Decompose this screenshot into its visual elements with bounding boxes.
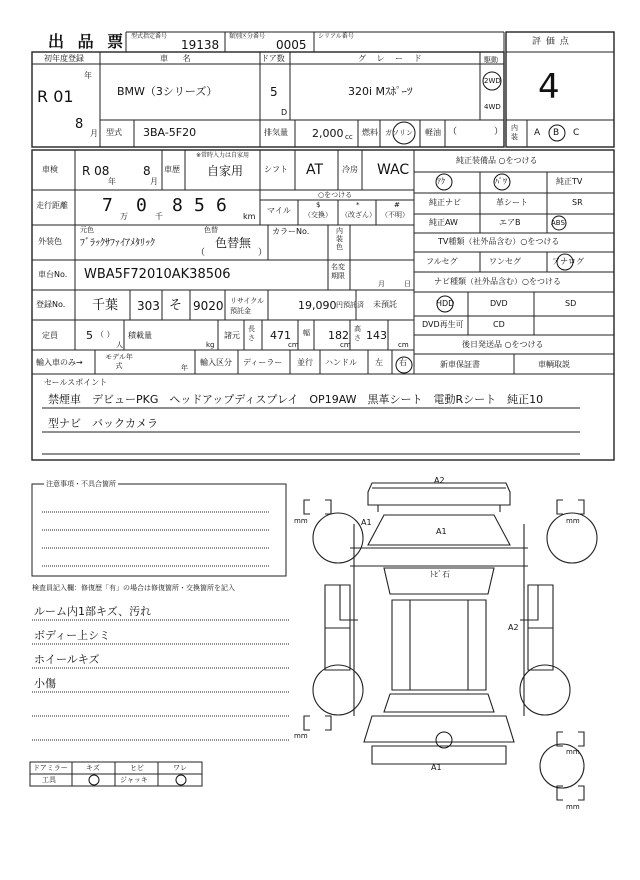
capacity-value: 5 [86,329,93,342]
tamper-b: （改ざん） [341,211,376,219]
color-orig-label: 元色 [80,226,94,234]
plate-class: 303 [137,299,160,313]
mileage-label: 走行距離 [36,201,68,210]
import-kind-label: 輸入区分 [200,358,232,367]
name-change-label: 名変期限 [331,263,345,280]
mileage-digit-1: 7 [102,195,113,216]
mm-label-4: mm [566,748,580,756]
displacement-unit: cc [345,133,353,141]
fuel-other-open: （ [448,127,458,137]
import-dealer: ディーラー [243,358,283,367]
shaken-month: 8 [143,164,151,178]
grade-label: グ レ ー ド [358,54,426,63]
doors-value: 5 [270,85,278,99]
height-value: 143 [366,329,387,342]
interior-color-label: 内装色 [336,227,343,251]
person-unit: 人 [116,341,123,349]
legend-header-4: ワレ [173,764,187,772]
diagram-label-right-door: A2 [508,623,519,632]
legend-tools-label: 工具 [42,776,56,784]
vin-value: WBA5F72010AK38506 [84,267,231,282]
shaken-label: 車検 [42,165,58,174]
notes-label: 注意事項・不具合箇所 [46,480,116,488]
doors-label: ドア数 [261,54,285,63]
equip-item-3: 純正TV [556,177,583,186]
equip-item-9: ABS [551,219,565,227]
navi-item-2: DVD [490,299,508,308]
color-paren-close: ） [258,248,268,258]
drive-4wd: 4WD [484,103,501,111]
unknown-b: （不明） [381,211,409,219]
mm-label-1: mm [294,517,308,525]
doors-suffix: D [281,108,288,117]
car-name: BMW（3シリーズ） [117,85,218,98]
sheet-title: 出 品 票 [48,32,128,51]
width-value: 182 [328,329,349,342]
mileage-digit-4: 5 [194,195,205,216]
exchange-b: （交換） [304,211,332,219]
use-label: 車歴 [164,165,180,174]
interior-b: B [553,128,560,138]
unknown-a: # [394,201,400,209]
navi-item-3: SD [565,299,577,308]
inspector-line-3: ホイールキズ [34,653,100,666]
first-reg-era: R 01 [37,87,74,106]
tamper-a: * [356,201,360,209]
mileage-digit-5: 6 [216,195,227,216]
navi-item-5: CD [493,320,505,329]
color-change: 色替無 [215,236,252,250]
navi-item-4: DVD再生可 [422,320,464,329]
legend-header-3: ヒビ [130,764,144,772]
model-year-unit: 年 [181,364,188,372]
first-reg-year-unit: 年 [84,71,92,80]
use-note: ※常時入力は自家用 [196,152,250,159]
name-change-day: 日 [404,280,411,288]
mile-label: マイル [267,206,291,215]
mileage-man-unit: 万 [120,212,128,221]
sales-point-label: セールスポイント [44,378,108,387]
plate-label: 登録No. [36,300,66,309]
docs-item-1: 新車保証書 [440,360,480,369]
equip-item-1: ｱｸ [437,177,445,186]
class-no: 0005 [276,38,307,52]
mileage-digit-3: 8 [172,195,183,216]
diagram-label-windshield: ﾄﾋﾞ石 [430,570,450,579]
color-change-label: 色替 [204,226,218,234]
length-value: 471 [270,329,291,342]
score-value: 4 [538,67,560,107]
car-name-label: 車 名 [160,54,197,63]
recycle-value: 19,090 [298,299,337,312]
diagram-label-front-bumper: A2 [434,476,445,485]
shaken-month-unit: 月 [150,177,158,186]
interior-a: A [534,128,541,138]
sales-point-line-1: 禁煙車 デビューPKG ヘッドアップディスプレイ OP19AW 黒革シート 電動Rシート 純正10 [48,393,544,406]
class-no-label: 類別区分番号 [229,33,266,40]
equip-label: 純正装備品 ○をつける [456,156,538,165]
name-change-month: 月 [378,280,385,288]
fuel-label: 燃料 [362,128,378,137]
type-value: 3BA-5F20 [143,126,197,139]
legend-header-2: キズ [86,764,100,772]
fuel-diesel: 軽油 [425,128,441,137]
vehicle-diagram [304,483,597,800]
vin-label: 車台No. [38,270,68,279]
load-label: 積載量 [128,331,152,340]
type-label: 型式 [106,128,122,137]
mileage-circle-note: ○をつける [318,191,353,199]
tv-label: TV種類（社外品含む）○をつける [438,237,560,246]
inspector-line-2: ボディー上シミ [34,629,111,642]
mm-label-5: mm [566,803,580,811]
diagram-label-front-left: A1 [361,518,372,527]
mileage-digit-2: 0 [136,195,147,216]
width-label: 幅 [303,329,310,337]
mileage-km-unit: km [243,212,256,221]
tv-item-3: アナログ [552,257,584,266]
equip-item-4: 純正ナビ [429,198,461,207]
equip-item-7: 純正AW [429,218,458,227]
shaken-year-unit: 年 [108,177,116,186]
ac-value: WAC [377,162,410,178]
shaken-era: R 08 [82,164,110,178]
inspector-line-1: ルーム内1部キズ、汚れ [34,605,152,618]
recycle-unit: 円預託済 [336,301,364,309]
capacity-label: 定員 [42,331,58,340]
docs-label: 後日発送品 ○をつける [462,340,544,349]
drive-2wd: 2WD [484,77,501,85]
displacement-label: 排気量 [264,128,288,137]
ac-label: 冷房 [342,165,358,174]
dims-label: 諸元 [224,331,240,340]
interior-c: C [573,128,580,138]
displacement-value: 2,000 [312,127,344,140]
kg-unit: kg [206,341,215,349]
shift-label: シフト [264,165,288,174]
capacity-paren: （ ） [96,330,115,339]
legend-jack-label: ジャッキ [120,776,148,784]
import-label: 輸入車のみ→ [36,358,83,367]
navi-item-1: HDD [436,299,455,308]
height-unit: cm [398,341,409,349]
plate-area: 千葉 [92,298,119,313]
inspector-label: 検査員記入欄：修復歴「有」の場合は修復箇所・交換箇所を記入 [32,584,235,592]
docs-item-2: 車輌取説 [538,360,570,369]
grade-value: 320i Mｽﾎﾟｰﾂ [348,85,413,98]
diagram-label-rear-bumper: A1 [431,763,442,772]
color-paren-open: （ [196,248,206,258]
recycle-label: リサイクル預託金 [230,297,265,315]
fuel-gasoline: ガソリン [385,129,413,137]
tv-item-2: ワンセグ [489,257,521,266]
first-reg-month-unit: 月 [90,129,98,138]
handle-left: 左 [375,358,383,367]
length-label: 長さ [248,325,255,342]
color-code-label: カラーNo. [272,227,310,236]
mm-label-2: mm [566,517,580,525]
shift-value: AT [306,162,324,178]
serial-label: シリアル番号 [318,33,354,40]
handle-right: 右 [399,358,407,367]
first-reg-label: 初年度登録 [44,54,84,63]
diagram-label-hood: A1 [436,527,447,536]
fuel-other-close: ） [494,127,504,137]
navi-label: ナビ種類（社外品含む）○をつける [434,277,561,286]
mileage-sen-unit: 千 [155,212,163,221]
equip-item-2: ﾊﾟﾜ [495,177,507,186]
score-label: 評 価 点 [532,37,570,47]
model-no-label: 型式指定番号 [131,33,168,40]
recycle-none: 未預託 [373,300,397,309]
first-reg-month: 8 [75,117,84,132]
exchange-a: $ [316,201,321,209]
equip-item-8: エアB [499,218,521,227]
model-year-label: モデル年式 [105,353,133,370]
legend-header-1: ドアミラー [33,764,68,772]
plate-no: 9020 [193,299,224,313]
handle-label: ハンドル [325,358,357,367]
sales-point-line-2: 型ナビ バックカメラ [48,417,158,430]
import-parallel: 並行 [297,358,313,367]
height-label: 高さ [354,325,361,342]
inspector-line-4: 小傷 [34,677,56,690]
width-unit: cm [340,341,351,349]
equip-item-5: 革シート [496,198,528,207]
interior-label: 内装 [511,124,518,141]
tv-item-1: フルセグ [426,257,458,266]
length-unit: cm [288,341,299,349]
color-orig: ﾌﾞﾗｯｸｻﾌｧｲｱﾒﾀﾘｯｸ [80,238,155,249]
drive-label: 駆動 [484,56,498,64]
model-no: 19138 [181,38,220,52]
use-value: 自家用 [207,164,244,178]
plate-kana: そ [169,298,183,313]
equip-item-6: SR [572,198,583,207]
color-label: 外装色 [38,237,62,246]
mm-label-3: mm [294,732,308,740]
